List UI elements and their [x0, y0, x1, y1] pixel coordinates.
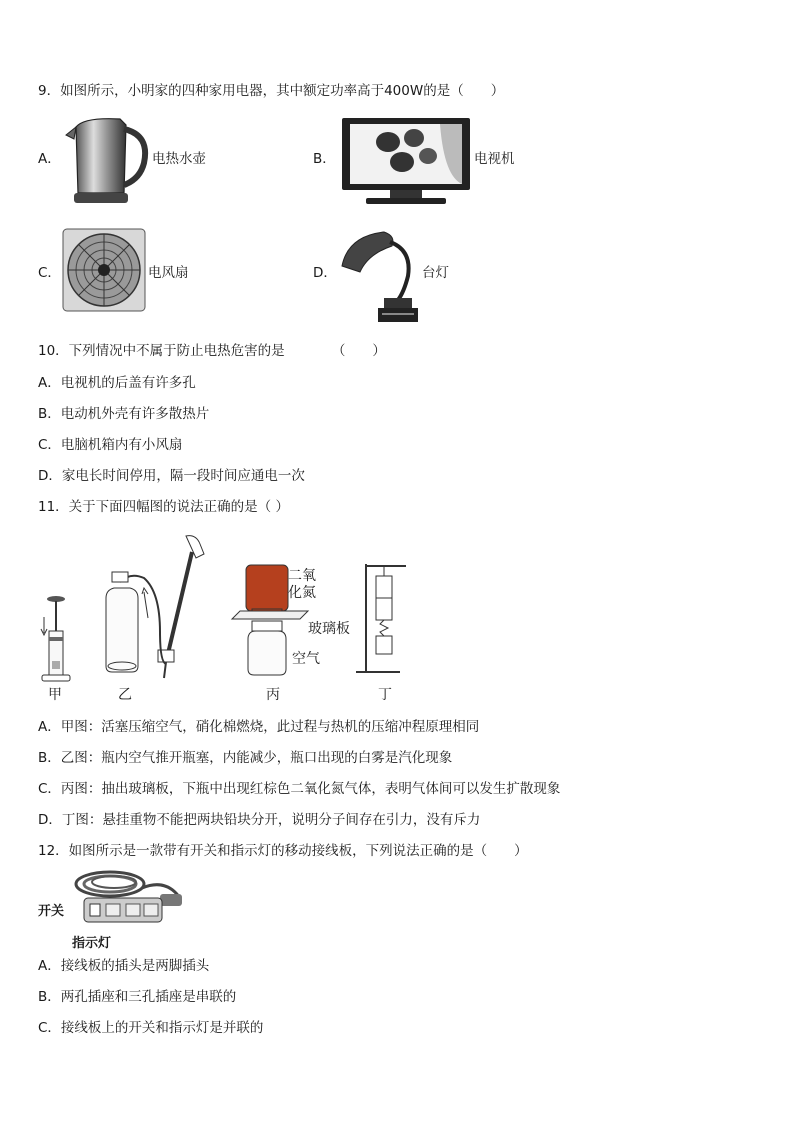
q9-option-c-letter: C．	[38, 265, 61, 281]
q12-option-b: B．两孔插座和三孔插座是串联的	[38, 989, 237, 1005]
q12-option-c: C．接线板上的开关和指示灯是并联的	[38, 1020, 264, 1036]
q11-option-b: B．乙图：瓶内空气推开瓶塞，内能减少，瓶口出现的白雾是汽化现象	[38, 750, 453, 766]
figure-caption-yi: 乙	[118, 687, 132, 703]
q9-option-b-label: 电视机	[474, 151, 515, 167]
q9-option-c-label: 电风扇	[148, 265, 189, 281]
q12-stem: 12．如图所示是一款带有开关和指示灯的移动接线板，下列说法正确的是（ ）	[38, 843, 528, 859]
q9-option-a-label: 电热水壶	[152, 151, 206, 167]
q9-option-a-letter: A．	[38, 151, 61, 167]
q11-stem: 11．关于下面四幅图的说法正确的是（ ）	[38, 499, 289, 515]
q10-stem: 10．下列情况中不属于防止电热危害的是 （ ）	[38, 343, 386, 359]
piston-cylinder-figure	[38, 595, 74, 687]
tv-icon	[340, 116, 472, 206]
q9-option-d-letter: D．	[313, 265, 337, 281]
q12-option-a: A．接线板的插头是两脚插头	[38, 958, 210, 974]
switch-label: 开关	[38, 904, 65, 919]
q10-option-b: B．电动机外壳有许多散热片	[38, 406, 210, 422]
q10-option-c: C．电脑机箱内有小风扇	[38, 437, 183, 453]
q10-option-d: D．家电长时间停用，隔一段时间应通电一次	[38, 468, 305, 484]
q11-option-d: D．丁图：悬挂重物不能把两块铅块分开，说明分子间存在引力，没有斥力	[38, 812, 481, 828]
kettle-icon	[64, 113, 154, 207]
no2-label: 二氧 化氮	[288, 568, 316, 601]
desk-lamp-icon	[338, 226, 424, 326]
indicator-light-label: 指示灯	[72, 936, 112, 951]
figure-caption-ding: 丁	[378, 687, 392, 703]
q9-option-d-label: 台灯	[422, 265, 449, 281]
power-strip-figure	[70, 868, 186, 928]
fan-icon	[62, 228, 146, 312]
lead-blocks-figure	[354, 560, 410, 678]
q11-option-c: C．丙图：抽出玻璃板，下瓶中出现红棕色二氧化氮气体，表明气体间可以发生扩散现象	[38, 781, 561, 797]
figure-caption-jia: 甲	[48, 687, 62, 703]
q9-stem: 9．如图所示，小明家的四种家用电器，其中额定功率高于400W的是（ ）	[38, 83, 505, 99]
q11-option-a: A．甲图：活塞压缩空气，硝化棉燃烧，此过程与热机的压缩冲程原理相同	[38, 719, 480, 735]
glass-plate-label: 玻璃板	[308, 621, 350, 637]
figure-caption-bing: 丙	[266, 687, 280, 703]
air-label: 空气	[292, 651, 320, 667]
q10-option-a: A．电视机的后盖有许多孔	[38, 375, 196, 391]
bottle-pump-figure	[100, 532, 212, 682]
q9-option-b-letter: B．	[313, 151, 336, 167]
